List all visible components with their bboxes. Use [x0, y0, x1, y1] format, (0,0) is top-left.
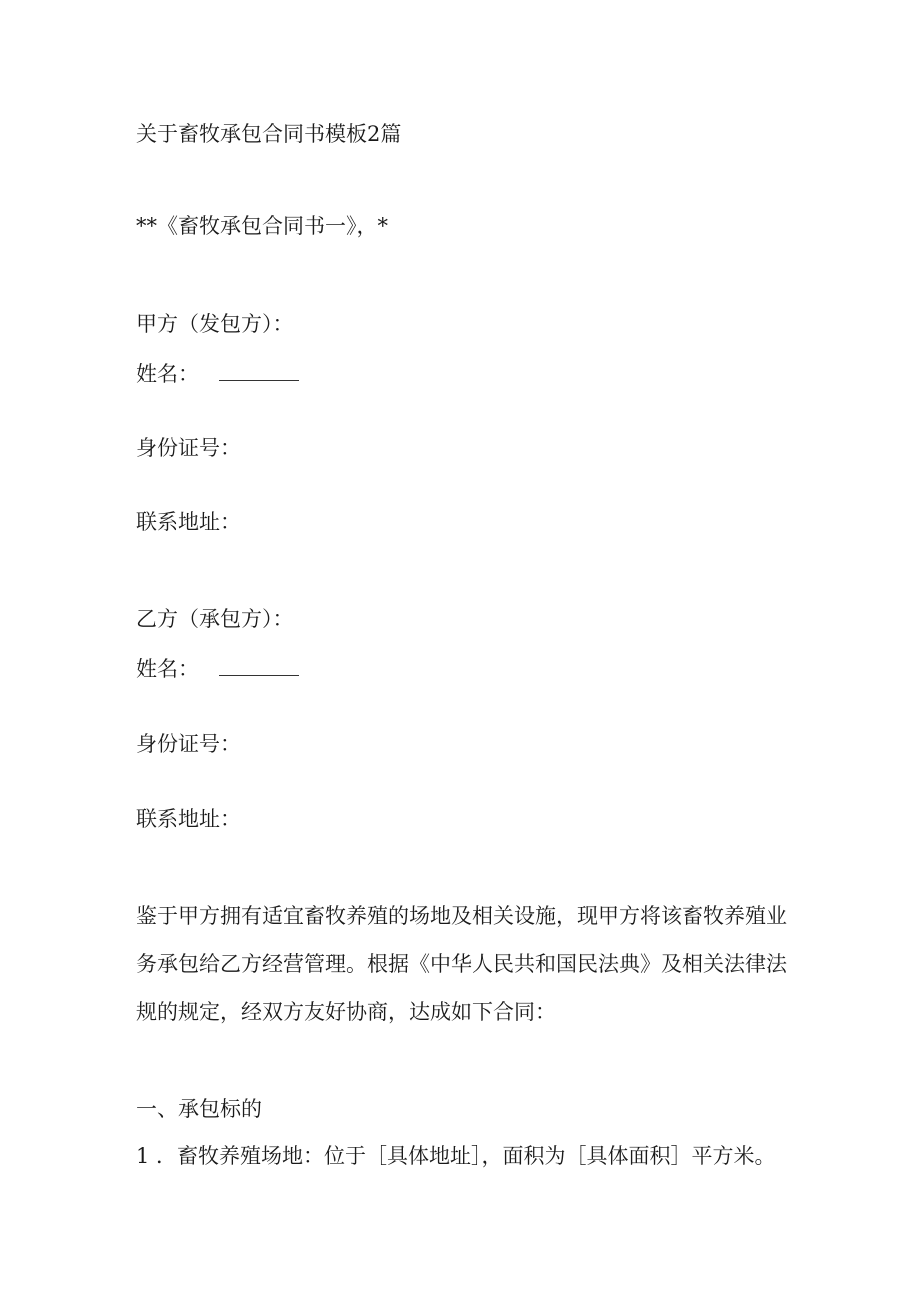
- contract-subtitle: **《畜牧承包合同书一》，*: [136, 214, 388, 238]
- party-a-id-label: 身份证号：: [136, 436, 241, 460]
- party-a-name-blank: [219, 362, 299, 381]
- document-title: 关于畜牧承包合同书模板2篇: [136, 122, 402, 146]
- party-a-name-row: [136, 360, 299, 388]
- party-a-name-label: 姓名：: [136, 362, 199, 386]
- preamble-line-3: 规的规定，经双方友好协商，达成如下合同：: [136, 1000, 556, 1024]
- party-b-heading: 乙方（承包方）：: [136, 607, 294, 631]
- party-a-address-label: 联系地址：: [136, 510, 241, 534]
- section1-heading: 一、承包标的: [136, 1097, 262, 1121]
- preamble-line-1: 鉴于甲方拥有适宜畜牧养殖的场地及相关设施，现甲方将该畜牧养殖业: [136, 904, 787, 928]
- party-b-address-label: 联系地址：: [136, 807, 241, 831]
- party-b-name-row: [136, 655, 299, 683]
- section1-item1: 1 ．畜牧养殖场地：位于［具体地址］，面积为［具体面积］平方米。: [136, 1144, 776, 1168]
- party-b-name-blank: [219, 657, 299, 676]
- party-b-id-label: 身份证号：: [136, 732, 241, 756]
- preamble-line-2: 务承包给乙方经营管理。根据《中华人民共和国民法典》及相关法律法: [136, 952, 787, 976]
- party-b-name-label: 姓名：: [136, 657, 199, 681]
- party-a-heading: 甲方（发包方）：: [136, 312, 294, 336]
